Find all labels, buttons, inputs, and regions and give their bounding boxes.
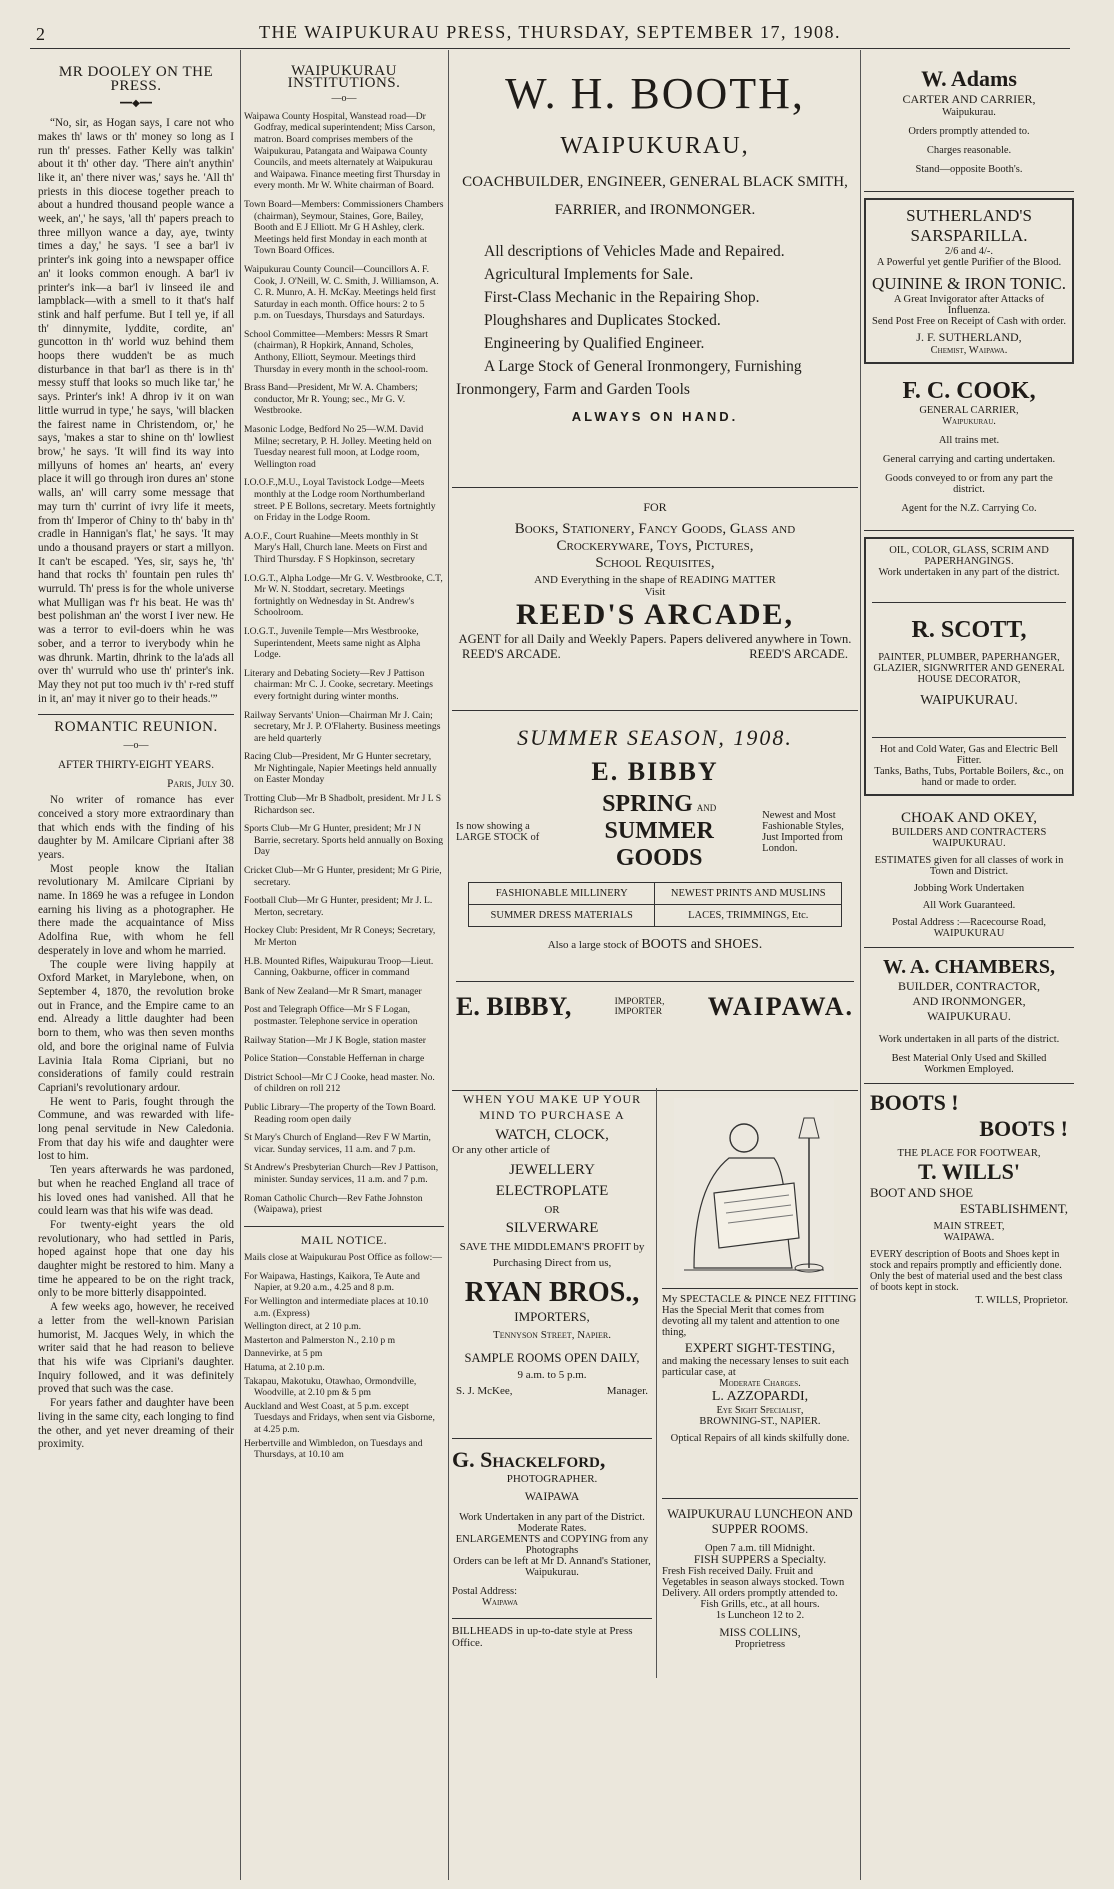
booth-always: ALWAYS ON HAND. [571, 409, 739, 424]
azzo-address: BROWNING-ST., NAPIER. [699, 1416, 821, 1427]
page-number: 2 [36, 24, 47, 44]
scott-town: WAIPUKURAU. [920, 693, 1018, 708]
wills-town: WAIPAWA. [943, 1232, 995, 1243]
institution-item: Literary and Debating Society—Rev J Pattison chairman: Mr C. J. Cooke, secretary. Meetings every fortnight during winter months. [244, 667, 433, 702]
adams-role: CARTER AND CARRIER, [902, 92, 1036, 106]
wills-advertisement [864, 1084, 1074, 1312]
luncheon-advertisement [662, 1498, 858, 1650]
institution-item: A.O.F., Court Ruahine—Meets monthly in St Mary's Hall, Church lane. Meets on First and Third Thursday. F S Hopkinson, secretary [244, 530, 428, 565]
scott-advertisement [864, 537, 1074, 796]
booth-line: First-Class Mechanic in the Repairing Shop. [484, 289, 760, 306]
azzo-repairs: Optical Repairs of all kinds skilfully done. [670, 1433, 850, 1444]
table-cell: LACES, TRIMMINGS, Etc. [655, 905, 842, 927]
ryan-advertisement [452, 1091, 652, 1397]
booth-town: WAIPUKURAU, [560, 133, 750, 159]
ryan-or: OR [544, 1204, 560, 1216]
institution-item: Post and Telegraph Office—Mr S F Logan, postmaster. Telephone service in operation [244, 1004, 418, 1027]
ryan-manager-line [452, 1385, 652, 1397]
bibby-and: AND [696, 803, 717, 813]
romantic-paragraph: For twenty-eight years the old revolutionary, who had settled in Paris, hoped against hope that one day his daughter might be restored to him. Many a time he appeared to be on the right track, only to be more bitterly disappointed. [38, 1218, 234, 1300]
azzo-lenses: and making the necessary lenses to suit each particular case, at [662, 1356, 849, 1378]
ryan-sample: SAMPLE ROOMS OPEN DAILY, [464, 1351, 640, 1365]
cook-town: Waipukurau. [942, 416, 996, 427]
sutherland-name: J. F. SUTHERLAND, [916, 330, 1022, 344]
bibby-goods [564, 791, 754, 872]
institution-item: Masonic Lodge, Bedford No 25—W.M. David Milne; secretary, P. H. Jolley. Meeting held on Tuesday nearest full moon, at Lodge room, Wellington road [244, 424, 432, 470]
ryan-silverware: SILVERWARE [505, 1220, 599, 1236]
cook-name: F. C. COOK, [902, 378, 1036, 404]
choak-name: CHOAK AND OKEY, [901, 810, 1037, 826]
shack-rates: Moderate Rates. [517, 1523, 587, 1534]
scott-name: R. SCOTT, [872, 602, 1066, 644]
luncheon-prop: MISS COLLINS, [719, 1627, 801, 1639]
institution-item: I.O.G.T., Juvenile Temple—Mrs Westbrooke, Superintendent, Meets same night as Alpha Lodge. [244, 625, 421, 661]
ryan-jewellery: JEWELLERY [509, 1162, 595, 1178]
reed-sign: REED'S ARCADE. [749, 647, 848, 661]
mail-intro: Mails close at Waipukurau Post Office as follow:— [244, 1252, 442, 1264]
chambers-best: Best Material Only Used and Skilled Workmen Employed. [891, 1053, 1047, 1075]
sutherland-price: 2/6 and 4/-. [944, 246, 994, 257]
institutions-heading: WAIPUKURAU INSTITUTIONS. [287, 63, 401, 91]
reed-goods: Crockeryware, Toys, Pictures, [556, 538, 754, 554]
ryan-importers: IMPORTERS, [514, 1309, 590, 1324]
column-3 [452, 58, 858, 1650]
wills-every: EVERY description of Boots and Shoes kept in stock and repairs promptly and efficiently done. Only the best of material used and the best class of boots kept in stock. [870, 1249, 1063, 1293]
scott-top: OIL, COLOR, GLASS, SCRIM AND PAPERHANGINGS. [889, 545, 1049, 567]
wills-place: THE PLACE FOR FOOTWEAR, [897, 1148, 1041, 1159]
dooley-text: “No, sir, as Hogan says, I care not who makes th' laws or th' money so long as I run th' presses. Father Kelly was talkin' about it th' other day. 'There ain't anythin' like it, an' there niver was,' says he. 'All th' priests in this diocese together preach to about a hundred thousand people wance a week, an',' he says, 'all th' papers preach to three millyon wance a day, aye, twinty times a day,' he says. 'I see a bar'l iv printer's ink going into a newspaper office an' it looks common enough. A bar'l iv printer's ink—a bar'l iv linseed ile and lampblack—with a smell to it that's half stink and half perfume. But I tell ye, if all th' dinnymite, lyddite, cordite, an' guncotton in th' world wuz behind them hoops there wudden't be as much disturbance in that bar'l as there is in th' messy stuff that looks so much like tar,' he says. Printer's ink! A dhrop iv it on wan little wurrud in type,' he says, 'will blacken the fairest name in Christendom, or,' he says, 'makes a star to shine on th' lowliest brow,' he says. 'It will find its way into millyuns of homes an' hearts, an' every place it will go through iron dures an' stone walls, an' will carry some message that may turn th' currint of ivry life it meets, from th' Imperor of Chiny to th' baby in th' cradle in Hannigan's flat,' he says. 'It may undo a thousand prayers or start a millyon. It can't be escaped. 'Yes, sir, says he, 'th' hand that rocks th' fountain pen rules th' wurruld. Th' press is for the whole universe what Mulligan was f'r his beat. He was th' best polishman an' the worst I iver new. He was a terror to evil-doers whin he was sober, and a terror to iverybody whin he was dhrunk. Martin, dhrink to the la'ads all over th' wurruld who use th' printer's ink. May they not put too much iv th' r-red stuff in it, an' may it niver go to their heads.'” [38, 117, 234, 705]
romantic-paragraph: Ten years afterwards he was pardoned, but when he reached England all trace of his loved ones had vanished. All that he could learn was that his wife was dead. [38, 1164, 234, 1218]
reed-name: REED'S ARCADE, [515, 598, 795, 631]
ryan-watch: WATCH, CLOCK, [495, 1127, 609, 1143]
bibby-season: SUMMER SEASON, 1908. [517, 725, 793, 750]
cook-line: All trains met. [938, 435, 1000, 446]
bibby-footer-town: WAIPAWA. [707, 992, 854, 1021]
masthead-title: THE WAIPUKURAU PRESS, THURSDAY, SEPTEMBER 17, 1908. [259, 22, 841, 42]
ryan-street: Tennyson Street, Napier. [493, 1329, 611, 1341]
scott-work: Work undertaken in any part of the district. [878, 567, 1060, 578]
mail-item: Herbertville and Wimbledon, on Tuesdays and Thursdays, at 10.10 am [244, 1437, 423, 1461]
booth-name: W. H. BOOTH, [505, 69, 805, 118]
azzo-heading: My SPECTACLE & PINCE NEZ FITTING [662, 1293, 857, 1305]
mail-item: Hatuma, at 2.10 p.m. [244, 1362, 325, 1374]
chambers-line: BUILDER, CONTRACTOR, [897, 979, 1041, 993]
ryan-hours: 9 a.m. to 5 p.m. [517, 1369, 587, 1381]
shack-town: WAIPAWA [524, 1489, 580, 1503]
wills-street: MAIN STREET, [933, 1221, 1005, 1232]
booth-trades: COACHBUILDER, ENGINEER, GENERAL BLACK SMITH, FARRIER, and IRONMONGER. [462, 174, 848, 218]
institution-item: H.B. Mounted Rifles, Waipukurau Troop—Lieut. Canning, Oakburne, officer in command [244, 955, 434, 979]
mail-item: Dannevirke, at 5 pm [244, 1348, 323, 1360]
adams-town: Waipukurau. [942, 107, 996, 118]
bibby-goods-b: SUMMER [604, 818, 714, 844]
azzo-title: Eye Sight Specialist, [716, 1405, 804, 1416]
bibby-boots: BOOTS and SHOES. [641, 937, 763, 952]
bibby-importer-line: IMPORTER [614, 1007, 663, 1017]
bibby-footer-name: E. BIBBY, [456, 992, 572, 1021]
sutherland-h2: QUININE & IRON TONIC. [872, 274, 1066, 293]
romantic-paragraph: Most people know the Italian revolutionary M. Amilcare Cipriani by name. In 1869 he was a refugee in London earning his living as a photographer. He there made the acquaintance of Miss Adolfina Rue, with whom he fell desperately in love and whom he married. [38, 862, 234, 957]
choak-advertisement [864, 802, 1074, 948]
chambers-line: AND IRONMONGER, [912, 994, 1026, 1008]
wills-boots: BOOTS ! [870, 1090, 959, 1115]
shackelford-advertisement [452, 1438, 652, 1649]
table-cell: FASHIONABLE MILLINERY [468, 883, 655, 905]
booth-line: Engineering by Qualified Engineer. [484, 335, 705, 352]
cook-advertisement [864, 370, 1074, 531]
luncheon-grills: Fish Grills, etc., at all hours. [700, 1599, 820, 1610]
shack-postal: Postal Address: [452, 1586, 518, 1597]
table-row [468, 905, 841, 927]
bibby-goods-c: GOODS [615, 845, 703, 871]
luncheon-fresh: Fresh Fish received Daily. Fruit and Vegetables in season always stocked. Town Delivery. All orders promptly attended to. [662, 1566, 845, 1599]
booth-line: All descriptions of Vehicles Made and Repaired. [484, 243, 785, 260]
table-cell: NEWEST PRINTS AND MUSLINS [655, 883, 842, 905]
wills-boots: BOOTS ! [979, 1116, 1068, 1141]
bibby-boots-line [456, 937, 854, 953]
wills-name: T. WILLS' [918, 1159, 1020, 1184]
mail-item: Masterton and Palmerston N., 2.10 p m [244, 1334, 396, 1346]
azzo-expert: EXPERT SIGHT-TESTING, [684, 1340, 836, 1355]
bibby-footer [456, 981, 854, 1022]
sutherland-advertisement [864, 198, 1074, 364]
ornament-divider: —o— [331, 93, 357, 105]
table-row [468, 883, 841, 905]
column-4 [864, 58, 1074, 1312]
mail-item: Auckland and West Coast, at 5 p.m. except Tuesdays and Fridays, when sent via Gisborne, at 4.25 p.m. [244, 1400, 435, 1435]
institution-item: Bank of New Zealand—Mr R Smart, manager [244, 985, 422, 997]
column-rule [240, 50, 241, 1880]
ornament-divider: —o— [123, 740, 149, 752]
azzopardi-advertisement [662, 1288, 858, 1444]
luncheon-fish: FISH SUPPERS a Specialty. [693, 1554, 827, 1566]
chambers-name: W. A. CHAMBERS, [882, 956, 1056, 978]
institution-item: Racing Club—President, Mr G Hunter secretary, Mr Nightingale, Napier Meetings held annually on Easter Monday [244, 751, 437, 786]
mail-item: For Waipawa, Hastings, Kaikora, Te Aute and Napier, at 9.20 a.m., 4.25 and 8 p.m. [244, 1270, 420, 1294]
reed-goods: Books, Stationery, Fancy Goods, Glass and [514, 521, 796, 537]
scott-water: Hot and Cold Water, Gas and Electric Bell Fitter. [872, 737, 1066, 766]
masthead [30, 22, 1070, 49]
bibby-showing: Is now showing a LARGE STOCK of [456, 820, 540, 843]
reed-signs [456, 647, 854, 662]
institution-item: I.O.O.F.,M.U., Loyal Tavistock Lodge—Meets monthly at the Lodge room Northumberland street. P E Bollons, secretary. Meets fortnightly on Friday in the Lodge Room. [244, 477, 436, 524]
institution-item: Football Club—Mr G Hunter, president; Mr J. L. Merton, secretary. [244, 895, 433, 918]
institution-item: Hockey Club: President, Mr R Coneys; Secretary, Mr Merton [244, 925, 436, 948]
ryan-manager-name: S. J. McKee, [456, 1385, 513, 1397]
wills-est: BOOT AND SHOE [870, 1185, 974, 1200]
choak-est: ESTIMATES given for all classes of work in Town and District. [874, 855, 1064, 877]
shack-name: G. Shackelford, [452, 1447, 606, 1472]
bibby-table [468, 882, 842, 927]
table-cell: SUMMER DRESS MATERIALS [468, 905, 655, 927]
adams-line: Charges reasonable. [926, 145, 1012, 156]
cook-line: Agent for the N.Z. Carrying Co. [901, 503, 1037, 514]
institution-item: Town Board—Members: Commissioners Chambers (chairman), Seymour, Staines, Gore, Bailey, Booth and E J Elliott. Mr G H Ashley, clerk. Meetings held first Monday in each month at Town Board Offices. [244, 198, 444, 257]
dooley-heading: MR DOOLEY ON THE PRESS. [58, 64, 214, 94]
ryan-manager: Manager. [606, 1385, 648, 1397]
dateline: Paris, July 30. [167, 778, 234, 791]
sutherland-desc2: A Great Invigorator after Attacks of Influenza. [893, 294, 1045, 316]
institution-item: Trotting Club—Mr B Shadbolt, president. Mr J L S Richardson sec. [244, 793, 442, 816]
sutherland-send: Send Post Free on Receipt of Cash with order. [872, 316, 1066, 327]
wills-prop: T. WILLS, Proprietor. [975, 1295, 1068, 1306]
romantic-paragraph: The couple were living happily at Oxford Market, in Marylebone, when, on September 4, 1870, the revolution broke out in France, and the Empire came to an end. Already a little daughter had been born to them, who was then seven months old, and bore the original name of Fulvia Lavinia Itala Roma Cipriani, but no considerations of family could restrain Capriani's revolutionary ardour. [38, 958, 234, 1094]
column-rule [860, 50, 861, 1880]
chambers-work: Work undertaken in all parts of the district. [878, 1034, 1060, 1045]
luncheon-lunch: 1s Luncheon 12 to 2. [715, 1610, 805, 1621]
reed-visit: Visit [644, 586, 666, 598]
mail-item: Wellington direct, at 2 10 p.m. [244, 1321, 361, 1333]
ryan-or-any: Or any other article of [452, 1144, 550, 1156]
bibby-name: E. BIBBY [591, 757, 719, 786]
cook-line: Goods conveyed to or from any part the district. [885, 473, 1053, 495]
shack-work: Work Undertaken in any part of the District. [459, 1512, 645, 1523]
azzo-moderate: Moderate Charges. [719, 1378, 801, 1389]
institution-item: Public Library—The property of the Town Board. Reading room open daily [244, 1101, 436, 1125]
romantic-paragraph: A few weeks ago, however, he received a letter from the well-known Parisian humorist, M. Jacques Wely, in which the writer said that he had reason to believe that his wife was Cipriani's daughter. Inquiry followed, and it was definitely proved that such was the case. [38, 1301, 234, 1396]
cook-line: General carrying and carting undertaken. [882, 454, 1056, 465]
sub-column-rule [656, 1088, 657, 1678]
ornament-divider: ━━◆━━ [120, 98, 152, 110]
bibby-boots-pre: Also a large stock of [547, 939, 639, 951]
romantic-paragraph: No writer of romance has ever conceived a story more extraordinary than that which ends with the finding of his daughter by M. Amilcare Cipriani after 38 years. [38, 794, 234, 861]
reeds-advertisement [452, 488, 858, 711]
choak-job: Jobbing Work Undertaken [913, 883, 1025, 894]
institution-item: Railway Servants' Union—Chairman Mr J. Cain; secretary, Mr J. P. O'Flaherty. Business meetings are held quarterly [244, 709, 441, 744]
institution-item: I.O.G.T., Alpha Lodge—Mr G. V. Westbrooke, C.T, Mr W. N. Stoddart, secretary. Meetings fortnightly on Wednesday in St. Andrew's Schoolroom. [244, 572, 443, 619]
azzo-name: L. AZZOPARDI, [711, 1389, 809, 1404]
bibby-goods-a: SPRING [602, 791, 693, 817]
institution-item: Cricket Club—Mr G Hunter, president; Mr G Pirie, secretary. [244, 865, 442, 888]
institution-item: Police Station—Constable Heffernan in charge [244, 1053, 425, 1065]
adams-advertisement [864, 58, 1074, 192]
institution-item: District School—Mr C J Cooke, head master. No. of children on roll 212 [244, 1071, 435, 1095]
chambers-advertisement [864, 948, 1074, 1084]
institution-item: Sports Club—Mr G Hunter, president; Mr J N Barrie, secretary. Sports held annually on Boxing Day [244, 823, 444, 858]
column-2 [244, 58, 444, 1463]
reed-for: FOR [643, 500, 667, 514]
booth-advertisement [452, 58, 858, 488]
bibby-newest: Newest and Most Fashionable Styles, Just Imported from London. [762, 809, 844, 854]
choak-town: WAIPUKURAU. [932, 838, 1006, 849]
scott-tanks: Tanks, Baths, Tubs, Portable Boilers, &c., on hand or made to order. [874, 766, 1064, 788]
scott-trades: PAINTER, PLUMBER, PAPERHANGER, GLAZIER, SIGNWRITER AND GENERAL HOUSE DECORATOR, [873, 652, 1065, 685]
romantic-heading: ROMANTIC REUNION. [38, 714, 234, 735]
romantic-paragraph: He went to Paris, fought through the Commune, and was rewarded with life-long penal servitude in New Caledonia. From that day his wife and daughter were lost to him. [38, 1095, 234, 1163]
ryan-line: WHEN YOU MAKE UP YOUR MIND TO PURCHASE A [462, 1092, 642, 1122]
reading-man-illustration [674, 1098, 834, 1283]
column-rule [448, 50, 449, 1880]
mail-item: Takapau, Makotuku, Otawhao, Ormondville, Woodville, at 2.10 pm & 5 pm [244, 1375, 417, 1399]
adams-name: W. Adams [921, 66, 1017, 91]
institution-item: St Mary's Church of England—Rev F W Martin, vicar. Sunday services, 11 a.m. and 7 p.m. [244, 1132, 431, 1155]
ryan-electroplate: ELECTROPLATE [495, 1183, 609, 1199]
sutherland-desc: A Powerful yet gentle Purifier of the Blood. [876, 257, 1062, 268]
romantic-subheading: AFTER THIRTY-EIGHT YEARS. [57, 758, 215, 771]
mail-item: For Wellington and intermediate places at 10.10 a.m. (Express) [244, 1296, 429, 1319]
reed-everything: AND Everything in the shape of READING MATTER [534, 574, 776, 586]
shack-postal-town: Waipawa [482, 1597, 518, 1608]
institution-item: Waipukurau County Council—Councillors A. F. Cook, J. O'Neill, W. C. Smith, J. Williamson, A. C. R. Munro, A. H. McKay. Meetings held first Saturday in each month. Office hours: 2 to 5 p.m. on Tuesdays, Thursdays and Saturdays. [244, 263, 439, 322]
institution-item: St Andrew's Presbyterian Church—Rev J Pattison, minister. Sunday services, 11 a.m. and 7 p.m. [244, 1162, 439, 1185]
shack-orders: Orders can be left at Mr D. Annand's Stationer, Waipukurau. [453, 1556, 651, 1578]
billheads-notice: BILLHEADS in up-to-date style at Press Office. [452, 1618, 652, 1649]
luncheon-heading: WAIPUKURAU LUNCHEON AND SUPPER ROOMS. [667, 1507, 853, 1536]
shack-role: PHOTOGRAPHER. [506, 1473, 598, 1485]
sutherland-h1: SUTHERLAND'S SARSPARILLA. [906, 206, 1032, 245]
booth-list [456, 240, 854, 401]
ryan-purchasing: Purchasing Direct from us, [492, 1257, 612, 1269]
reed-sign: REED'S ARCADE. [462, 647, 561, 661]
romantic-paragraph: For years father and daughter have been living in the same city, each longing to find the other, and yet never dreaming of their proximity. [38, 1397, 234, 1451]
luncheon-open: Open 7 a.m. till Midnight. [705, 1543, 815, 1554]
ryan-save: SAVE THE MIDDLEMAN'S PROFIT by [459, 1241, 645, 1253]
bibby-importer-line: IMPORTER, [614, 997, 665, 1007]
bibby-advertisement [452, 711, 858, 1091]
mail-notice-heading: MAIL NOTICE. [300, 1232, 388, 1247]
shack-enlarge: ENLARGEMENTS and COPYING from any Photographs [455, 1534, 649, 1556]
bibby-goods-row [456, 791, 854, 872]
institution-item: School Committee—Members: Messrs R Smart (chairman), R Hopkirk, Annand, Scholes, Anthony, Elliott, Seymour. Meetings third Thursday in every month in the school-room. [244, 328, 428, 375]
choak-all: All Work Guaranteed. [922, 900, 1016, 911]
reed-agent: AGENT for all Daily and Weekly Papers. Papers delivered anywhere in Town. [458, 632, 852, 646]
booth-line: A Large Stock of General Ironmongery, Furnishing Ironmongery, Farm and Garden Tools [456, 358, 802, 398]
luncheon-proprietress: Proprietress [734, 1639, 786, 1650]
choak-postal: Postal Address :—Racecourse Road, [892, 917, 1046, 928]
adams-line: Stand—opposite Booth's. [915, 164, 1023, 175]
institution-item: Brass Band—President, Mr W. A. Chambers; conductor, Mr R. Young; sec., Mr G. V. Westbrooke. [244, 382, 418, 417]
institution-item: Roman Catholic Church—Rev Fathe Johnston (Waipawa), priest [244, 1192, 423, 1216]
wills-est: ESTABLISHMENT, [959, 1201, 1068, 1216]
institution-item: Railway Station—Mr J K Bogle, station master [244, 1034, 426, 1046]
bibby-importer [615, 997, 665, 1017]
choak-role: BUILDERS AND CONTRACTERS [891, 827, 1047, 838]
adams-line: Orders promptly attended to. [908, 126, 1030, 137]
booth-line: Ploughshares and Duplicates Stocked. [484, 312, 721, 329]
choak-postal-town: WAIPUKURAU [933, 928, 1005, 939]
column-1 [38, 58, 234, 1452]
newspaper-reader-icon [674, 1098, 834, 1283]
cook-role: GENERAL CARRIER, [919, 405, 1019, 416]
booth-line: Agricultural Implements for Sale. [484, 266, 694, 283]
chambers-town: WAIPUKURAU. [927, 1009, 1011, 1023]
reed-goods: School Requisites, [595, 555, 715, 571]
institution-item: Waipawa County Hospital, Wanstead road—Dr Godfray, medical superintendent; Miss Carson, matron. Board comprises members of the Waipukurau, Patangata and Waipawa County Councils, and meets alternately at Waipukurau and Waipawa. Finance meeting first Thursday in every month. Mr W. White chairman of Board. [244, 110, 441, 192]
sutherland-chem: Chemist, Waipawa. [930, 345, 1008, 356]
azzo-body: Has the Special Merit that comes from devoting all my talent and attention to one thing, [662, 1305, 840, 1338]
ryan-name: RYAN BROS., [464, 1277, 640, 1308]
